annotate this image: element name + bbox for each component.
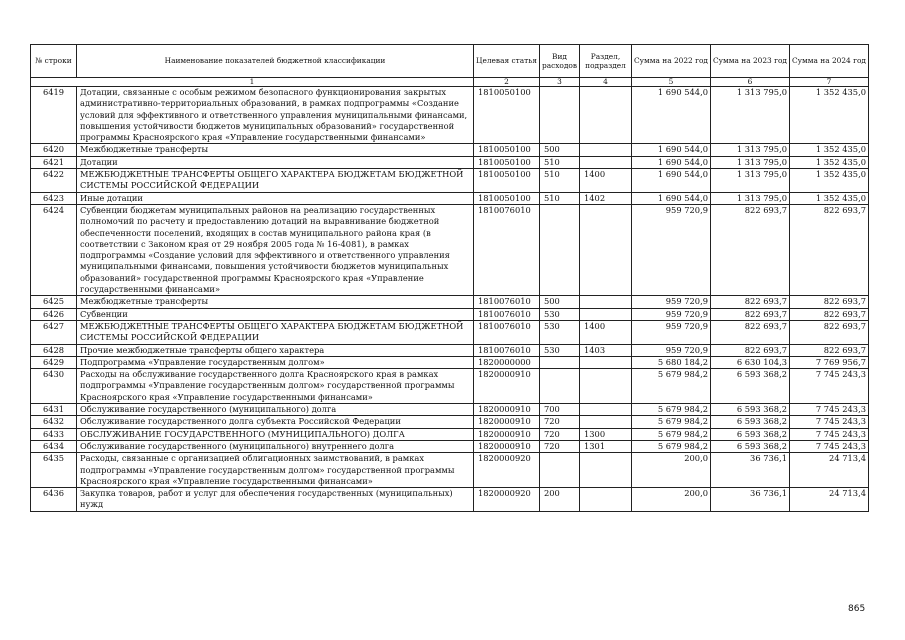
- expense-type-cell: 500: [540, 144, 580, 156]
- indicator-name-cell: Дотации: [77, 156, 474, 168]
- sum-2024-cell: 7 745 243,3: [790, 440, 869, 452]
- column-number: 7: [790, 78, 869, 87]
- sum-2024-cell: 822 693,7: [790, 204, 869, 295]
- table-row: [31, 320, 869, 344]
- sum-2023-cell: 822 693,7: [711, 320, 790, 344]
- target-article-cell: 1810076010: [474, 204, 540, 295]
- expense-type-cell: 530: [540, 320, 580, 344]
- row-number-cell: 6422: [31, 169, 77, 193]
- sum-2023-cell: 6 593 368,2: [711, 416, 790, 428]
- header-sum-2024: Сумма на 2024 год: [790, 45, 869, 78]
- section-cell: [580, 308, 632, 320]
- table-row: [31, 369, 869, 404]
- indicator-name-cell: МЕЖБЮДЖЕТНЫЕ ТРАНСФЕРТЫ ОБЩЕГО ХАРАКТЕРА БЮДЖЕТАМ БЮДЖЕТНОЙ СИСТЕМЫ РОССИЙСКОЙ ФЕДЕРАЦИИ: [77, 169, 474, 193]
- table-header-row: [31, 45, 869, 78]
- target-article-cell: 1820000920: [474, 453, 540, 488]
- indicator-name-cell: Субвенции: [77, 308, 474, 320]
- sum-2023-cell: 36 736,1: [711, 453, 790, 488]
- sum-2024-cell: 7 745 243,3: [790, 404, 869, 416]
- target-article-cell: 1810050100: [474, 87, 540, 144]
- indicator-name-cell: Межбюджетные трансферты: [77, 144, 474, 156]
- row-number-cell: 6419: [31, 87, 77, 144]
- sum-2023-cell: 1 313 795,0: [711, 156, 790, 168]
- row-number-cell: 6426: [31, 308, 77, 320]
- budget-table-sheet: [30, 44, 868, 512]
- table-row: [31, 296, 869, 308]
- section-cell: [580, 87, 632, 144]
- row-number-cell: 6421: [31, 156, 77, 168]
- target-article-cell: 1810050100: [474, 192, 540, 204]
- sum-2024-cell: 822 693,7: [790, 308, 869, 320]
- sum-2024-cell: 1 352 435,0: [790, 192, 869, 204]
- section-cell: 1403: [580, 344, 632, 356]
- sum-2024-cell: 24 713,4: [790, 453, 869, 488]
- sum-2022-cell: 200,0: [632, 453, 711, 488]
- sum-2022-cell: 5 679 984,2: [632, 428, 711, 440]
- header-target-article: Целевая статья: [474, 45, 540, 78]
- budget-table: [30, 44, 869, 512]
- section-cell: [580, 416, 632, 428]
- table-row: [31, 428, 869, 440]
- expense-type-cell: 720: [540, 428, 580, 440]
- table-row: [31, 204, 869, 295]
- sum-2022-cell: 959 720,9: [632, 204, 711, 295]
- sum-2024-cell: 1 352 435,0: [790, 156, 869, 168]
- section-cell: 1300: [580, 428, 632, 440]
- section-cell: [580, 204, 632, 295]
- expense-type-cell: 700: [540, 404, 580, 416]
- header-row-number: № строки: [31, 45, 77, 78]
- section-cell: 1402: [580, 192, 632, 204]
- expense-type-cell: [540, 453, 580, 488]
- sum-2022-cell: 1 690 544,0: [632, 87, 711, 144]
- indicator-name-cell: Обслуживание государственного (муниципального) внутреннего долга: [77, 440, 474, 452]
- page-number: 865: [848, 604, 866, 614]
- expense-type-cell: 510: [540, 156, 580, 168]
- target-article-cell: 1820000910: [474, 369, 540, 404]
- sum-2022-cell: 959 720,9: [632, 344, 711, 356]
- indicator-name-cell: Субвенции бюджетам муниципальных районов на реализацию государственных полномочий по расчету и предоставлению дотаций на выравнивание бюджетной обеспеченности поселений, входящих в состав муниципального района края (в соответствии с Законом края от 29 ноября 2005 года № 16-4081), в рамках подпрограммы «Создание условий для эффективного и ответственного управления муниципальными финансами, повышения устойчивости бюджетов муниципальных образований» государственной программы Красноярского края «Управление государственными финансами»: [77, 204, 474, 295]
- indicator-name-cell: Межбюджетные трансферты: [77, 296, 474, 308]
- indicator-name-cell: ОБСЛУЖИВАНИЕ ГОСУДАРСТВЕННОГО (МУНИЦИПАЛЬНОГО) ДОЛГА: [77, 428, 474, 440]
- sum-2022-cell: 200,0: [632, 488, 711, 512]
- target-article-cell: 1810076010: [474, 320, 540, 344]
- target-article-cell: 1810050100: [474, 156, 540, 168]
- expense-type-cell: [540, 204, 580, 295]
- target-article-cell: 1820000910: [474, 416, 540, 428]
- table-body: [31, 87, 869, 512]
- sum-2022-cell: 1 690 544,0: [632, 192, 711, 204]
- expense-type-cell: 510: [540, 169, 580, 193]
- row-number-cell: 6420: [31, 144, 77, 156]
- table-row: [31, 169, 869, 193]
- sum-2022-cell: 5 679 984,2: [632, 440, 711, 452]
- sum-2023-cell: 6 630 104,3: [711, 356, 790, 368]
- header-expense-type: Вид расходов: [540, 45, 580, 78]
- target-article-cell: 1820000910: [474, 404, 540, 416]
- table-row: [31, 344, 869, 356]
- section-cell: [580, 488, 632, 512]
- target-article-cell: 1810050100: [474, 169, 540, 193]
- target-article-cell: 1810076010: [474, 296, 540, 308]
- header-sum-2023: Сумма на 2023 год: [711, 45, 790, 78]
- row-number-cell: 6430: [31, 369, 77, 404]
- sum-2023-cell: 6 593 368,2: [711, 369, 790, 404]
- row-number-cell: 6434: [31, 440, 77, 452]
- sum-2023-cell: 822 693,7: [711, 308, 790, 320]
- expense-type-cell: 500: [540, 296, 580, 308]
- table-row: [31, 308, 869, 320]
- table-row: [31, 416, 869, 428]
- row-number-cell: 6431: [31, 404, 77, 416]
- row-number-cell: 6425: [31, 296, 77, 308]
- target-article-cell: 1820000910: [474, 440, 540, 452]
- section-cell: 1301: [580, 440, 632, 452]
- sum-2022-cell: 1 690 544,0: [632, 169, 711, 193]
- row-number-cell: 6424: [31, 204, 77, 295]
- section-cell: [580, 156, 632, 168]
- table-row: [31, 488, 869, 512]
- expense-type-cell: [540, 356, 580, 368]
- target-article-cell: 1810076010: [474, 308, 540, 320]
- sum-2022-cell: 959 720,9: [632, 320, 711, 344]
- expense-type-cell: 510: [540, 192, 580, 204]
- target-article-cell: 1820000910: [474, 428, 540, 440]
- table-row: [31, 144, 869, 156]
- sum-2024-cell: 822 693,7: [790, 344, 869, 356]
- indicator-name-cell: Расходы на обслуживание государственного долга Красноярского края в рамках подпрограммы «Управление государственным долгом» государственной программы Красноярского края «Управление государственными финансами»: [77, 369, 474, 404]
- expense-type-cell: [540, 87, 580, 144]
- row-number-cell: 6429: [31, 356, 77, 368]
- section-cell: [580, 453, 632, 488]
- table-row: [31, 156, 869, 168]
- indicator-name-cell: Обслуживание государственного долга субъекта Российской Федерации: [77, 416, 474, 428]
- table-row: [31, 356, 869, 368]
- expense-type-cell: 720: [540, 440, 580, 452]
- row-number-cell: 6432: [31, 416, 77, 428]
- section-cell: [580, 404, 632, 416]
- column-number: 6: [711, 78, 790, 87]
- sum-2022-cell: 5 679 984,2: [632, 369, 711, 404]
- column-number: 5: [632, 78, 711, 87]
- table-row: [31, 453, 869, 488]
- column-number: 1: [31, 78, 474, 87]
- indicator-name-cell: Подпрограмма «Управление государственным долгом»: [77, 356, 474, 368]
- table-row: [31, 192, 869, 204]
- sum-2024-cell: 1 352 435,0: [790, 144, 869, 156]
- row-number-cell: 6436: [31, 488, 77, 512]
- sum-2023-cell: 822 693,7: [711, 204, 790, 295]
- column-number: 4: [580, 78, 632, 87]
- sum-2024-cell: 7 769 956,7: [790, 356, 869, 368]
- column-number: 3: [540, 78, 580, 87]
- section-cell: 1400: [580, 320, 632, 344]
- sum-2024-cell: 1 352 435,0: [790, 87, 869, 144]
- sum-2023-cell: 1 313 795,0: [711, 169, 790, 193]
- row-number-cell: 6433: [31, 428, 77, 440]
- table-row: [31, 87, 869, 144]
- indicator-name-cell: Прочие межбюджетные трансферты общего характера: [77, 344, 474, 356]
- sum-2022-cell: 1 690 544,0: [632, 144, 711, 156]
- sum-2023-cell: 6 593 368,2: [711, 428, 790, 440]
- section-cell: [580, 144, 632, 156]
- sum-2023-cell: 1 313 795,0: [711, 87, 790, 144]
- sum-2023-cell: 822 693,7: [711, 344, 790, 356]
- expense-type-cell: 200: [540, 488, 580, 512]
- sum-2024-cell: 24 713,4: [790, 488, 869, 512]
- sum-2023-cell: 1 313 795,0: [711, 192, 790, 204]
- expense-type-cell: 720: [540, 416, 580, 428]
- sum-2022-cell: 5 680 184,2: [632, 356, 711, 368]
- row-number-cell: 6435: [31, 453, 77, 488]
- section-cell: [580, 356, 632, 368]
- row-number-cell: 6428: [31, 344, 77, 356]
- target-article-cell: 1820000920: [474, 488, 540, 512]
- sum-2024-cell: 7 745 243,3: [790, 428, 869, 440]
- section-cell: [580, 369, 632, 404]
- sum-2022-cell: 5 679 984,2: [632, 404, 711, 416]
- expense-type-cell: [540, 369, 580, 404]
- indicator-name-cell: Обслуживание государственного (муниципального) долга: [77, 404, 474, 416]
- sum-2024-cell: 822 693,7: [790, 296, 869, 308]
- table-row: [31, 404, 869, 416]
- sum-2022-cell: 5 679 984,2: [632, 416, 711, 428]
- target-article-cell: 1820000000: [474, 356, 540, 368]
- sum-2023-cell: 36 736,1: [711, 488, 790, 512]
- column-number-row: [31, 78, 869, 87]
- sum-2022-cell: 959 720,9: [632, 308, 711, 320]
- row-number-cell: 6427: [31, 320, 77, 344]
- sum-2024-cell: 822 693,7: [790, 320, 869, 344]
- sum-2022-cell: 1 690 544,0: [632, 156, 711, 168]
- sum-2023-cell: 6 593 368,2: [711, 440, 790, 452]
- sum-2023-cell: 6 593 368,2: [711, 404, 790, 416]
- expense-type-cell: 530: [540, 344, 580, 356]
- sum-2023-cell: 822 693,7: [711, 296, 790, 308]
- column-number: 2: [474, 78, 540, 87]
- target-article-cell: 1810076010: [474, 344, 540, 356]
- header-sum-2022: Сумма на 2022 год: [632, 45, 711, 78]
- target-article-cell: 1810050100: [474, 144, 540, 156]
- header-indicator-name: Наименование показателей бюджетной классификации: [77, 45, 474, 78]
- indicator-name-cell: Закупка товаров, работ и услуг для обеспечения государственных (муниципальных) нужд: [77, 488, 474, 512]
- header-section: Раздел, подраздел: [580, 45, 632, 78]
- indicator-name-cell: Иные дотации: [77, 192, 474, 204]
- sum-2024-cell: 7 745 243,3: [790, 369, 869, 404]
- indicator-name-cell: МЕЖБЮДЖЕТНЫЕ ТРАНСФЕРТЫ ОБЩЕГО ХАРАКТЕРА БЮДЖЕТАМ БЮДЖЕТНОЙ СИСТЕМЫ РОССИЙСКОЙ ФЕДЕРАЦИИ: [77, 320, 474, 344]
- expense-type-cell: 530: [540, 308, 580, 320]
- sum-2024-cell: 1 352 435,0: [790, 169, 869, 193]
- section-cell: 1400: [580, 169, 632, 193]
- indicator-name-cell: Дотации, связанные с особым режимом безопасного функционирования закрытых административно-территориальных образований, в рамках подпрограммы «Создание условий для эффективного и ответственного управления муниципальными финансами, повышения устойчивости бюджетов муниципальных образований» государственной программы Красноярского края «Управление государственными финансами»: [77, 87, 474, 144]
- sum-2023-cell: 1 313 795,0: [711, 144, 790, 156]
- row-number-cell: 6423: [31, 192, 77, 204]
- sum-2024-cell: 7 745 243,3: [790, 416, 869, 428]
- indicator-name-cell: Расходы, связанные с организацией облигационных заимствований, в рамках подпрограммы «Управление государственным долгом» государственной программы Красноярского края «Управление государственными финансами»: [77, 453, 474, 488]
- sum-2022-cell: 959 720,9: [632, 296, 711, 308]
- table-row: [31, 440, 869, 452]
- section-cell: [580, 296, 632, 308]
